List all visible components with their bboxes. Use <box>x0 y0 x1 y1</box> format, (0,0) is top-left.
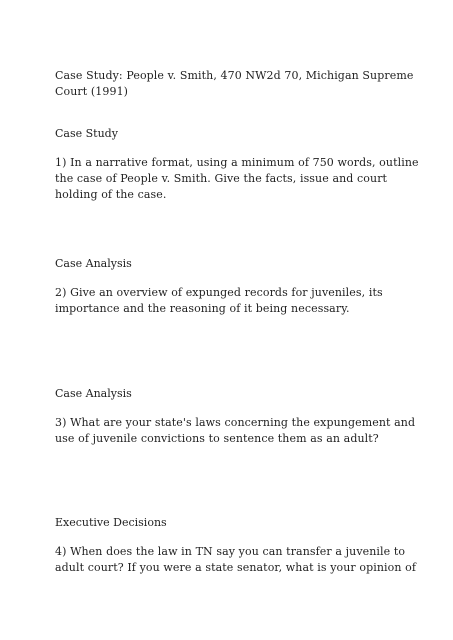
question-line: importance and the reasoning of it being necessary. <box>55 302 350 315</box>
question-line: adult court? If you were a state senator, what is your opinion of <box>55 561 417 574</box>
section-heading: Case Analysis <box>55 257 132 270</box>
question-line: 4) When does the law in TN say you can transfer a juvenile to <box>55 545 406 558</box>
question-line: holding of the case. <box>55 188 167 201</box>
question-line: 2) Give an overview of expunged records for juveniles, its <box>55 286 383 299</box>
section-heading: Executive Decisions <box>55 516 167 529</box>
title-line: Court (1991) <box>55 85 129 98</box>
section-heading: Case Study <box>55 127 118 140</box>
title-line: Case Study: People v. Smith, 470 NW2d 70, Michigan Supreme <box>55 69 414 82</box>
question-line: 3) What are your state's laws concerning the expungement and <box>55 416 416 429</box>
question-line: use of juvenile convictions to sentence them as an adult? <box>55 432 379 445</box>
document-title <box>55 68 414 100</box>
question-3 <box>55 415 416 447</box>
question-2 <box>55 285 405 317</box>
section-heading: Case Analysis <box>55 387 132 400</box>
question-4 <box>55 544 417 576</box>
question-line: the case of People v. Smith. Give the facts, issue and court <box>55 172 388 185</box>
question-line: 1) In a narrative format, using a minimum of 750 words, outline <box>55 156 419 169</box>
question-1 <box>55 155 419 203</box>
